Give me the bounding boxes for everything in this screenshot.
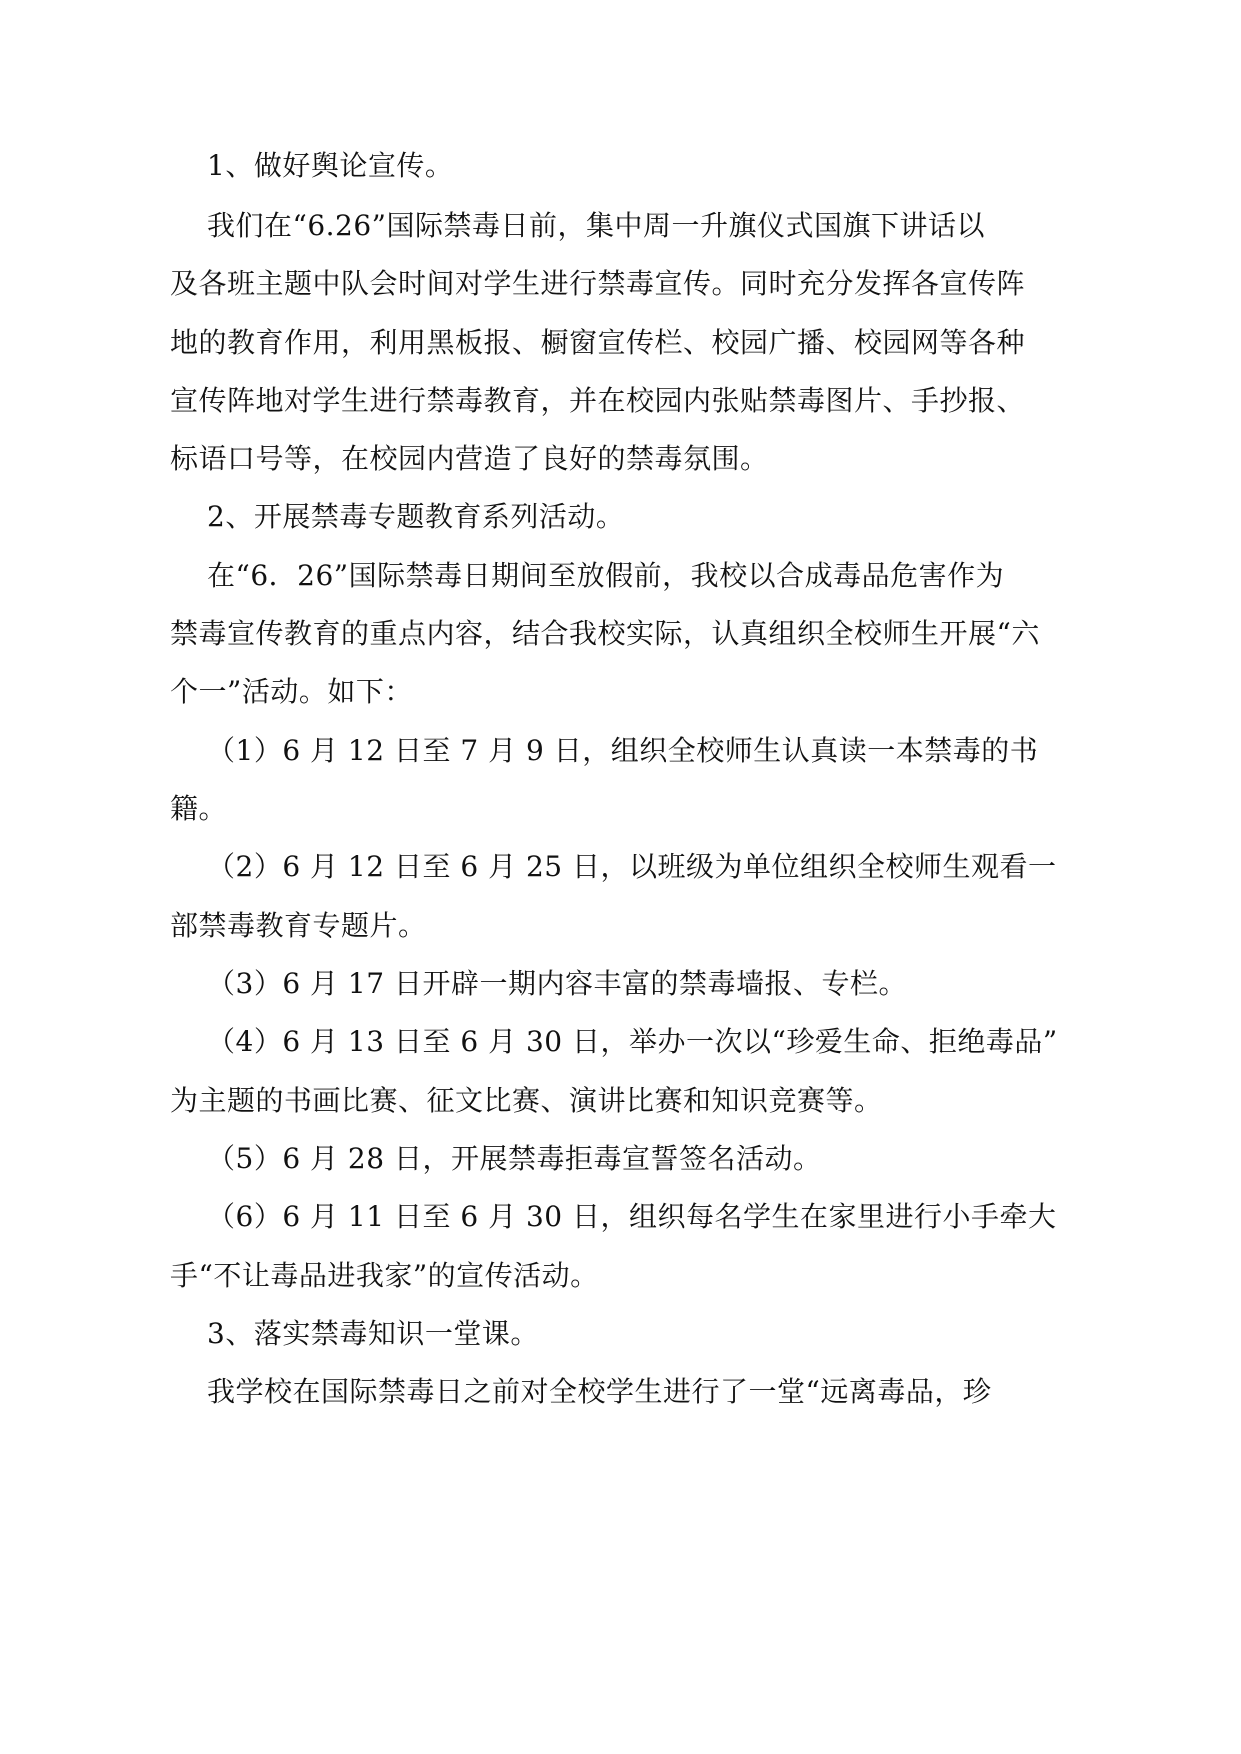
paragraph-line: 在“6．26”国际禁毒日期间至放假前，我校以合成毒品危害作为 [207,559,1005,592]
paragraph-line: 禁毒宣传教育的重点内容，结合我校实际，认真组织全校师生开展“六 [170,617,1040,650]
heading-3: 3、落实禁毒知识一堂课。 [207,1317,539,1350]
list-item-4: （4）6 月 13 日至 6 月 30 日，举办一次以“珍爱生命、拒绝毒品” [207,1025,1058,1058]
paragraph-line: 标语口号等，在校园内营造了良好的禁毒氛围。 [170,442,769,475]
heading-1: 1、做好舆论宣传。 [207,149,454,182]
list-item-2-continued: 部禁毒教育专题片。 [170,909,427,942]
list-item-3: （3）6 月 17 日开辟一期内容丰富的禁毒墙报、专栏。 [207,967,907,1000]
paragraph-line: 我们在“6.26”国际禁毒日前，集中周一升旗仪式国旗下讲话以 [207,209,985,242]
list-item-5: （5）6 月 28 日，开展禁毒拒毒宣誓签名活动。 [207,1142,822,1175]
list-item-2: （2）6 月 12 日至 6 月 25 日，以班级为单位组织全校师生观看一 [207,850,1057,883]
paragraph-line: 个一”活动。如下： [170,675,413,708]
list-item-6: （6）6 月 11 日至 6 月 30 日，组织每名学生在家里进行小手牵大 [207,1200,1057,1233]
heading-2: 2、开展禁毒专题教育系列活动。 [207,500,625,533]
paragraph-line: 宣传阵地对学生进行禁毒教育，并在校园内张贴禁毒图片、手抄报、 [170,384,1026,417]
list-item-1-continued: 籍。 [170,792,228,825]
paragraph-line: 地的教育作用，利用黑板报、橱窗宣传栏、校园广播、校园网等各种 [170,326,1026,359]
list-item-1: （1）6 月 12 日至 7 月 9 日，组织全校师生认真读一本禁毒的书 [207,734,1039,767]
paragraph-line: 我学校在国际禁毒日之前对全校学生进行了一堂“远离毒品，珍 [207,1375,992,1408]
list-item-4-continued: 为主题的书画比赛、征文比赛、演讲比赛和知识竞赛等。 [170,1084,883,1117]
paragraph-line: 及各班主题中队会时间对学生进行禁毒宣传。同时充分发挥各宣传阵 [170,267,1026,300]
list-item-6-continued: 手“不让毒品进我家”的宣传活动。 [170,1259,599,1292]
